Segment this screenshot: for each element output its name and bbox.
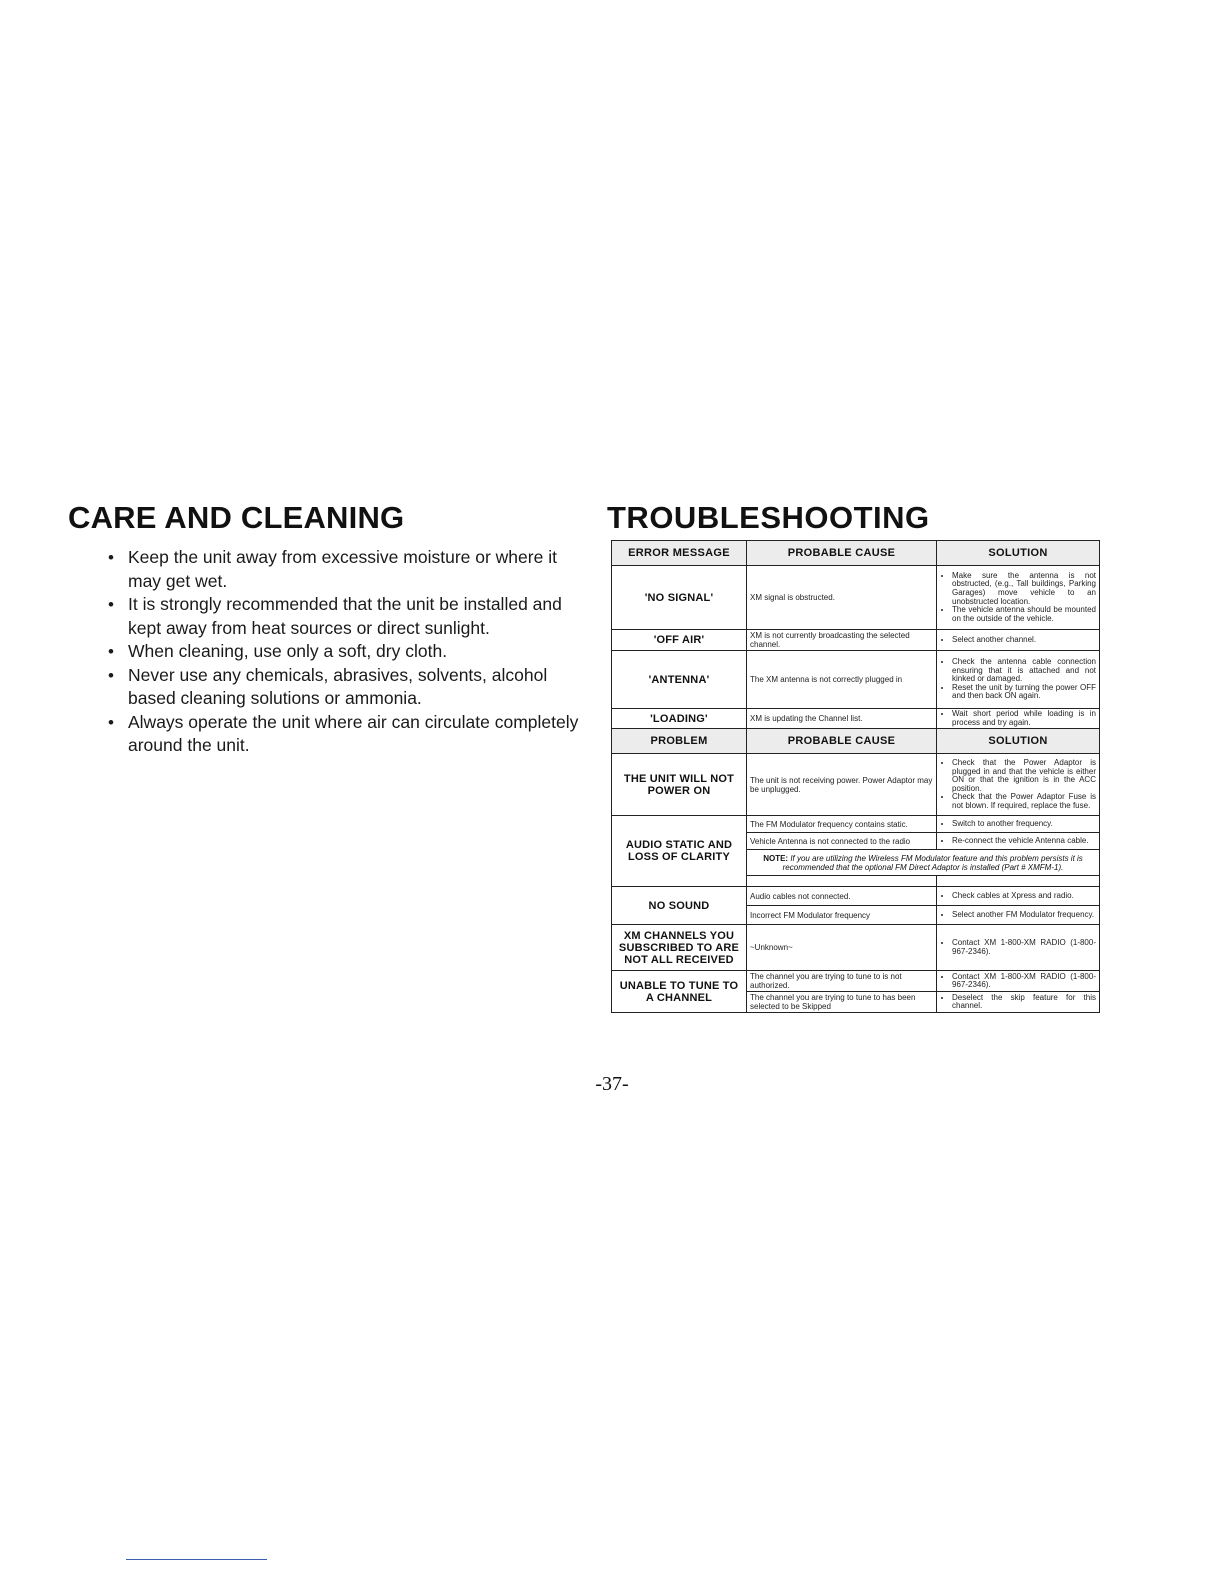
solution-item: • Deselect the skip feature for this channel.: [952, 994, 1096, 1011]
solution-item: • Select another FM Modulator frequency.: [952, 911, 1096, 920]
note-text: If you are utilizing the Wireless FM Modulator feature and this problem persists it is recommended that the optional FM Direct Adaptor is installed (Part # XMFM-1).: [782, 853, 1083, 872]
care-instructions-list: [106, 546, 582, 758]
solution: [937, 651, 1100, 709]
probable-cause: Audio cables not connected.: [747, 887, 937, 906]
probable-cause: XM is not currently broadcasting the selected channel.: [747, 630, 937, 651]
probable-cause: The unit is not receiving power. Power Adaptor may be unplugged.: [747, 754, 937, 816]
problem-header-row: [612, 729, 1100, 754]
troubleshooting-heading: TROUBLESHOOTING: [607, 500, 930, 535]
solution: [937, 630, 1100, 651]
solution-item: • Check cables at Xpress and radio.: [952, 892, 1096, 901]
error-message: 'OFF AIR': [612, 630, 747, 651]
empty-cell: [747, 876, 937, 887]
error-message: 'LOADING': [612, 709, 747, 729]
table-row: [612, 754, 1100, 816]
solution-item: • Contact XM 1-800-XM RADIO (1-800-967-2346).: [952, 973, 1096, 990]
solution-item: • Switch to another frequency.: [952, 820, 1096, 829]
solution-item: • Reset the unit by turning the power OFF and then back ON again.: [952, 684, 1096, 701]
probable-cause: The channel you are trying to tune to is not authorized.: [747, 971, 937, 992]
error-message: 'NO SIGNAL': [612, 566, 747, 630]
note-label: NOTE:: [763, 853, 789, 863]
column-header: PROBABLE CAUSE: [747, 729, 937, 754]
table-row: [612, 651, 1100, 709]
solution-item: • Re-connect the vehicle Antenna cable.: [952, 837, 1096, 846]
note: [747, 850, 1100, 876]
solution-item: • Check that the Power Adaptor Fuse is not blown. If required, replace the fuse.: [952, 793, 1096, 810]
solution: [937, 709, 1100, 729]
solution-item: • The vehicle antenna should be mounted on the outside of the vehicle.: [952, 606, 1096, 623]
probable-cause: The XM antenna is not correctly plugged in: [747, 651, 937, 709]
solution: [937, 992, 1100, 1013]
table-row: [612, 971, 1100, 992]
probable-cause: XM signal is obstructed.: [747, 566, 937, 630]
probable-cause: XM is updating the Channel list.: [747, 709, 937, 729]
table-row: [612, 630, 1100, 651]
solution: [937, 816, 1100, 833]
column-header: SOLUTION: [937, 729, 1100, 754]
solution: [937, 971, 1100, 992]
care-item: • When cleaning, use only a soft, dry cloth.: [106, 640, 582, 664]
solution: [937, 925, 1100, 971]
column-header: PROBLEM: [612, 729, 747, 754]
table-row: [612, 925, 1100, 971]
problem: AUDIO STATIC AND LOSS OF CLARITY: [612, 816, 747, 887]
care-item: • It is strongly recommended that the unit be installed and kept away from heat sources or direct sunlight.: [106, 593, 582, 640]
care-item: • Keep the unit away from excessive moisture or where it may get wet.: [106, 546, 582, 593]
probable-cause: Vehicle Antenna is not connected to the radio: [747, 833, 937, 850]
solution: [937, 887, 1100, 906]
solution-item: • Select another channel.: [952, 636, 1096, 645]
probable-cause: The FM Modulator frequency contains static.: [747, 816, 937, 833]
column-header: PROBABLE CAUSE: [747, 541, 937, 566]
problem: XM CHANNELS YOU SUBSCRIBED TO ARE NOT ALL RECEIVED: [612, 925, 747, 971]
probable-cause: Incorrect FM Modulator frequency: [747, 906, 937, 925]
solution: [937, 906, 1100, 925]
problem: UNABLE TO TUNE TO A CHANNEL: [612, 971, 747, 1013]
solution: [937, 754, 1100, 816]
troubleshooting-table: [611, 540, 1100, 1013]
probable-cause: The channel you are trying to tune to has been selected to be Skipped: [747, 992, 937, 1013]
table-row: [612, 816, 1100, 833]
empty-cell: [937, 876, 1100, 887]
solution-item: • Contact XM 1-800-XM RADIO (1-800-967-2346).: [952, 939, 1096, 956]
solution: [937, 833, 1100, 850]
solution: [937, 566, 1100, 630]
care-item: • Never use any chemicals, abrasives, solvents, alcohol based cleaning solutions or ammonia.: [106, 664, 582, 711]
solution-item: • Wait short period while loading is in process and try again.: [952, 710, 1096, 727]
care-item: • Always operate the unit where air can circulate completely around the unit.: [106, 711, 582, 758]
table-row: [612, 709, 1100, 729]
error-message: 'ANTENNA': [612, 651, 747, 709]
footnote-divider: [126, 1559, 267, 1560]
page-number: -37-: [595, 1073, 629, 1095]
solution-item: • Check the antenna cable connection ensuring that it is attached and not kinked or damaged.: [952, 658, 1096, 684]
column-header: SOLUTION: [937, 541, 1100, 566]
solution-item: • Make sure the antenna is not obstructed, (e.g., Tall buildings, Parking Garages) move vehicle to an unobstructed location.: [952, 572, 1096, 606]
care-and-cleaning-heading: CARE AND CLEANING: [68, 500, 405, 535]
problem: NO SOUND: [612, 887, 747, 925]
table-row: [612, 887, 1100, 906]
probable-cause: ~Unknown~: [747, 925, 937, 971]
error-header-row: [612, 541, 1100, 566]
solution-item: • Check that the Power Adaptor is plugged in and that the vehicle is either ON or that the ignition is in the ACC position.: [952, 759, 1096, 793]
problem: THE UNIT WILL NOT POWER ON: [612, 754, 747, 816]
table-row: [612, 566, 1100, 630]
column-header: ERROR MESSAGE: [612, 541, 747, 566]
